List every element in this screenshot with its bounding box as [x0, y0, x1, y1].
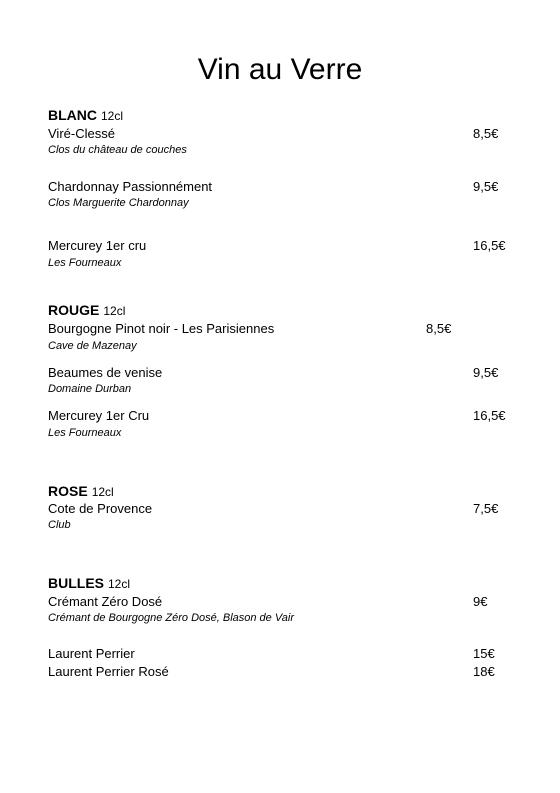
wine-price: 16,5€ [473, 238, 506, 253]
wine-name: Laurent Perrier Rosé [48, 664, 169, 679]
wine-subtitle: Cave de Mazenay [48, 340, 137, 352]
wine-name: Laurent Perrier [48, 646, 135, 661]
section-unit: 12cl [108, 577, 131, 591]
wine-price: 8,5€ [473, 126, 499, 141]
section-unit: 12cl [103, 304, 126, 318]
section-name: ROUGE [48, 302, 100, 318]
wine-price: 15€ [473, 646, 495, 661]
wine-name: Viré-Clessé [48, 126, 115, 141]
wine-name: Cote de Provence [48, 501, 153, 516]
section-unit: 12cl [91, 485, 114, 499]
wine-subtitle: Club [48, 519, 71, 531]
wine-name: Chardonnay Passionnément [48, 179, 213, 194]
wine-name: Mercurey 1er Cru [48, 408, 150, 423]
wine-price: 9,5€ [473, 365, 499, 380]
wine-price: 9,5€ [473, 179, 499, 194]
section-heading-rouge [48, 301, 125, 320]
section-heading-rose [48, 482, 114, 501]
wine-name: Beaumes de venise [48, 365, 163, 380]
wine-price: 18€ [473, 664, 495, 679]
wine-name: Bourgogne Pinot noir - Les Parisiennes [48, 321, 275, 336]
wine-subtitle: Les Fourneaux [48, 427, 122, 439]
wine-subtitle: Domaine Durban [48, 383, 132, 395]
section-heading-blanc [48, 106, 123, 125]
section-name: ROSE [48, 483, 88, 499]
section-heading-bulles [48, 574, 130, 593]
page-title: Vin au Verre [197, 53, 363, 86]
wine-subtitle: Crémant de Bourgogne Zéro Dosé, Blason de Vair [48, 612, 295, 624]
wine-name: Mercurey 1er cru [48, 238, 147, 253]
wine-name: Crémant Zéro Dosé [48, 594, 163, 609]
wine-price: 9€ [473, 594, 488, 609]
wine-price: 7,5€ [473, 501, 499, 516]
section-name: BLANC [48, 107, 97, 123]
section-name: BULLES [48, 575, 104, 591]
wine-price: 8,5€ [426, 321, 452, 336]
wine-subtitle: Les Fourneaux [48, 257, 122, 269]
section-unit: 12cl [101, 109, 124, 123]
wine-subtitle: Clos du château de couches [48, 144, 187, 156]
wine-price: 16,5€ [473, 408, 506, 423]
wine-subtitle: Clos Marguerite Chardonnay [48, 197, 189, 209]
